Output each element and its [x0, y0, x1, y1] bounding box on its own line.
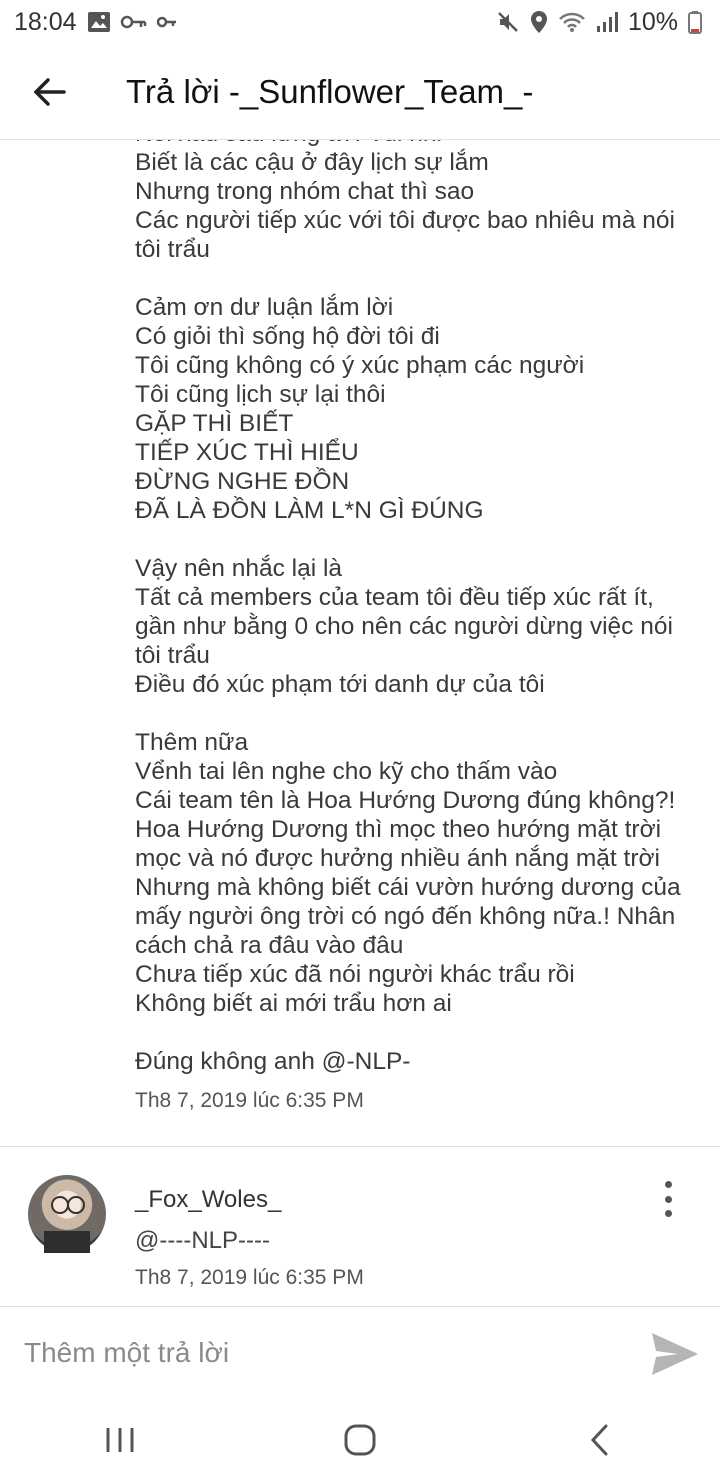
signal-icon: [596, 11, 618, 33]
reply-line: Các người tiếp xúc với tôi được bao nhiêu mà nói: [135, 207, 675, 234]
profile-photo: [28, 1175, 106, 1253]
home-icon: [343, 1423, 377, 1457]
reply-line: tôi trẩu: [135, 236, 210, 263]
battery-level: 10%: [627, 7, 678, 36]
reply-line: mọc và nó được hưởng nhiều ánh nắng mặt trời: [135, 845, 661, 872]
comment-timestamp: Th8 7, 2019 lúc 6:35 PM: [135, 1266, 364, 1289]
location-icon: [530, 10, 548, 34]
reply-line: Không biết ai mới trẩu hơn ai: [135, 990, 452, 1017]
back-button[interactable]: [20, 62, 80, 122]
reply-line: Thêm nữa: [135, 729, 249, 756]
reply-line: mấy người ông trời có ngó đến không nữa.! Nhân: [135, 903, 676, 930]
reply-line: TIẾP XÚC THÌ HIỂU: [135, 439, 359, 466]
reply-input[interactable]: [22, 1329, 586, 1377]
home-button[interactable]: [320, 1410, 400, 1470]
reply-line: Có giỏi thì sống hộ đời tôi đi: [135, 323, 440, 350]
reply-line: Đúng không anh @-NLP-: [135, 1048, 411, 1075]
battery-icon: [688, 10, 702, 34]
reply-line: cách chả ra đâu vào đâu: [135, 932, 404, 959]
more-dot: [665, 1210, 672, 1217]
status-time: 18:04: [14, 7, 77, 36]
reply-composer: [0, 1306, 720, 1400]
reply-text: [135, 119, 695, 1076]
mute-icon: [496, 10, 520, 34]
reply-line: Cái team tên là Hoa Hướng Dương đúng không?!: [135, 787, 676, 814]
reply-line: GẶP THÌ BIẾT: [135, 410, 294, 437]
system-nav-bar: [0, 1400, 720, 1480]
reply-blank-line: [135, 699, 695, 728]
key-icon: [121, 15, 147, 29]
avatar[interactable]: [28, 1175, 106, 1253]
reply-line: ĐỪNG NGHE ĐỒN: [135, 468, 350, 495]
reply-line: ĐÃ LÀ ĐỒN LÀM L*N GÌ ĐÚNG: [135, 497, 484, 524]
reply-line: Chưa tiếp xúc đã nói người khác trẩu rồi: [135, 961, 575, 988]
reply-thread[interactable]: [0, 141, 720, 1305]
divider: [0, 1146, 720, 1147]
reply-line: tôi trẩu: [135, 642, 210, 669]
reply-blank-line: [135, 525, 695, 554]
key-icon: [157, 15, 177, 29]
more-vertical-icon[interactable]: [656, 1181, 680, 1217]
reply-line: Nhưng mà không biết cái vườn hướng dương của: [135, 874, 681, 901]
recents-icon: [103, 1426, 137, 1454]
reply-line: Cảm ơn dư luận lắm lời: [135, 294, 394, 321]
reply-line: Điều đó xúc phạm tới danh dự của tôi: [135, 671, 545, 698]
reply-line: Tôi cũng lịch sự lại thôi: [135, 381, 386, 408]
reply-line: Tôi cũng không có ý xúc phạm các người: [135, 352, 585, 379]
comment-text: @----NLP----: [135, 1227, 270, 1254]
system-back-button[interactable]: [560, 1410, 640, 1470]
page-title: Trả lời -_Sunflower_Team_-: [126, 72, 534, 110]
send-button[interactable]: [648, 1327, 702, 1381]
reply-blank-line: [135, 264, 695, 293]
reply-line: Tất cả members của team tôi đều tiếp xúc rất ít,: [135, 584, 654, 611]
image-icon: [87, 11, 111, 33]
reply-timestamp: Th8 7, 2019 lúc 6:35 PM: [135, 1089, 364, 1112]
status-bar: [0, 0, 720, 44]
recents-button[interactable]: [80, 1410, 160, 1470]
reply-line: Biết là các cậu ở đây lịch sự lắm: [135, 149, 489, 176]
send-icon: [648, 1327, 702, 1381]
reply-line: gần như bằng 0 cho nên các người dừng việc nói: [135, 613, 673, 640]
app-bar: [0, 44, 720, 140]
more-dot: [665, 1196, 672, 1203]
reply-line: Vểnh tai lên nghe cho kỹ cho thấm vào: [135, 758, 558, 785]
comment-username[interactable]: _Fox_Woles_: [135, 1186, 282, 1213]
reply-line: Nhưng trong nhóm chat thì sao: [135, 178, 475, 205]
reply-blank-line: [135, 1018, 695, 1047]
reply-line: Hoa Hướng Dương thì mọc theo hướng mặt trời: [135, 816, 662, 843]
back-icon: [588, 1423, 612, 1457]
more-dot: [665, 1181, 672, 1188]
reply-line: Vậy nên nhắc lại là: [135, 555, 343, 582]
wifi-icon: [558, 11, 586, 33]
back-arrow-icon: [33, 77, 67, 107]
